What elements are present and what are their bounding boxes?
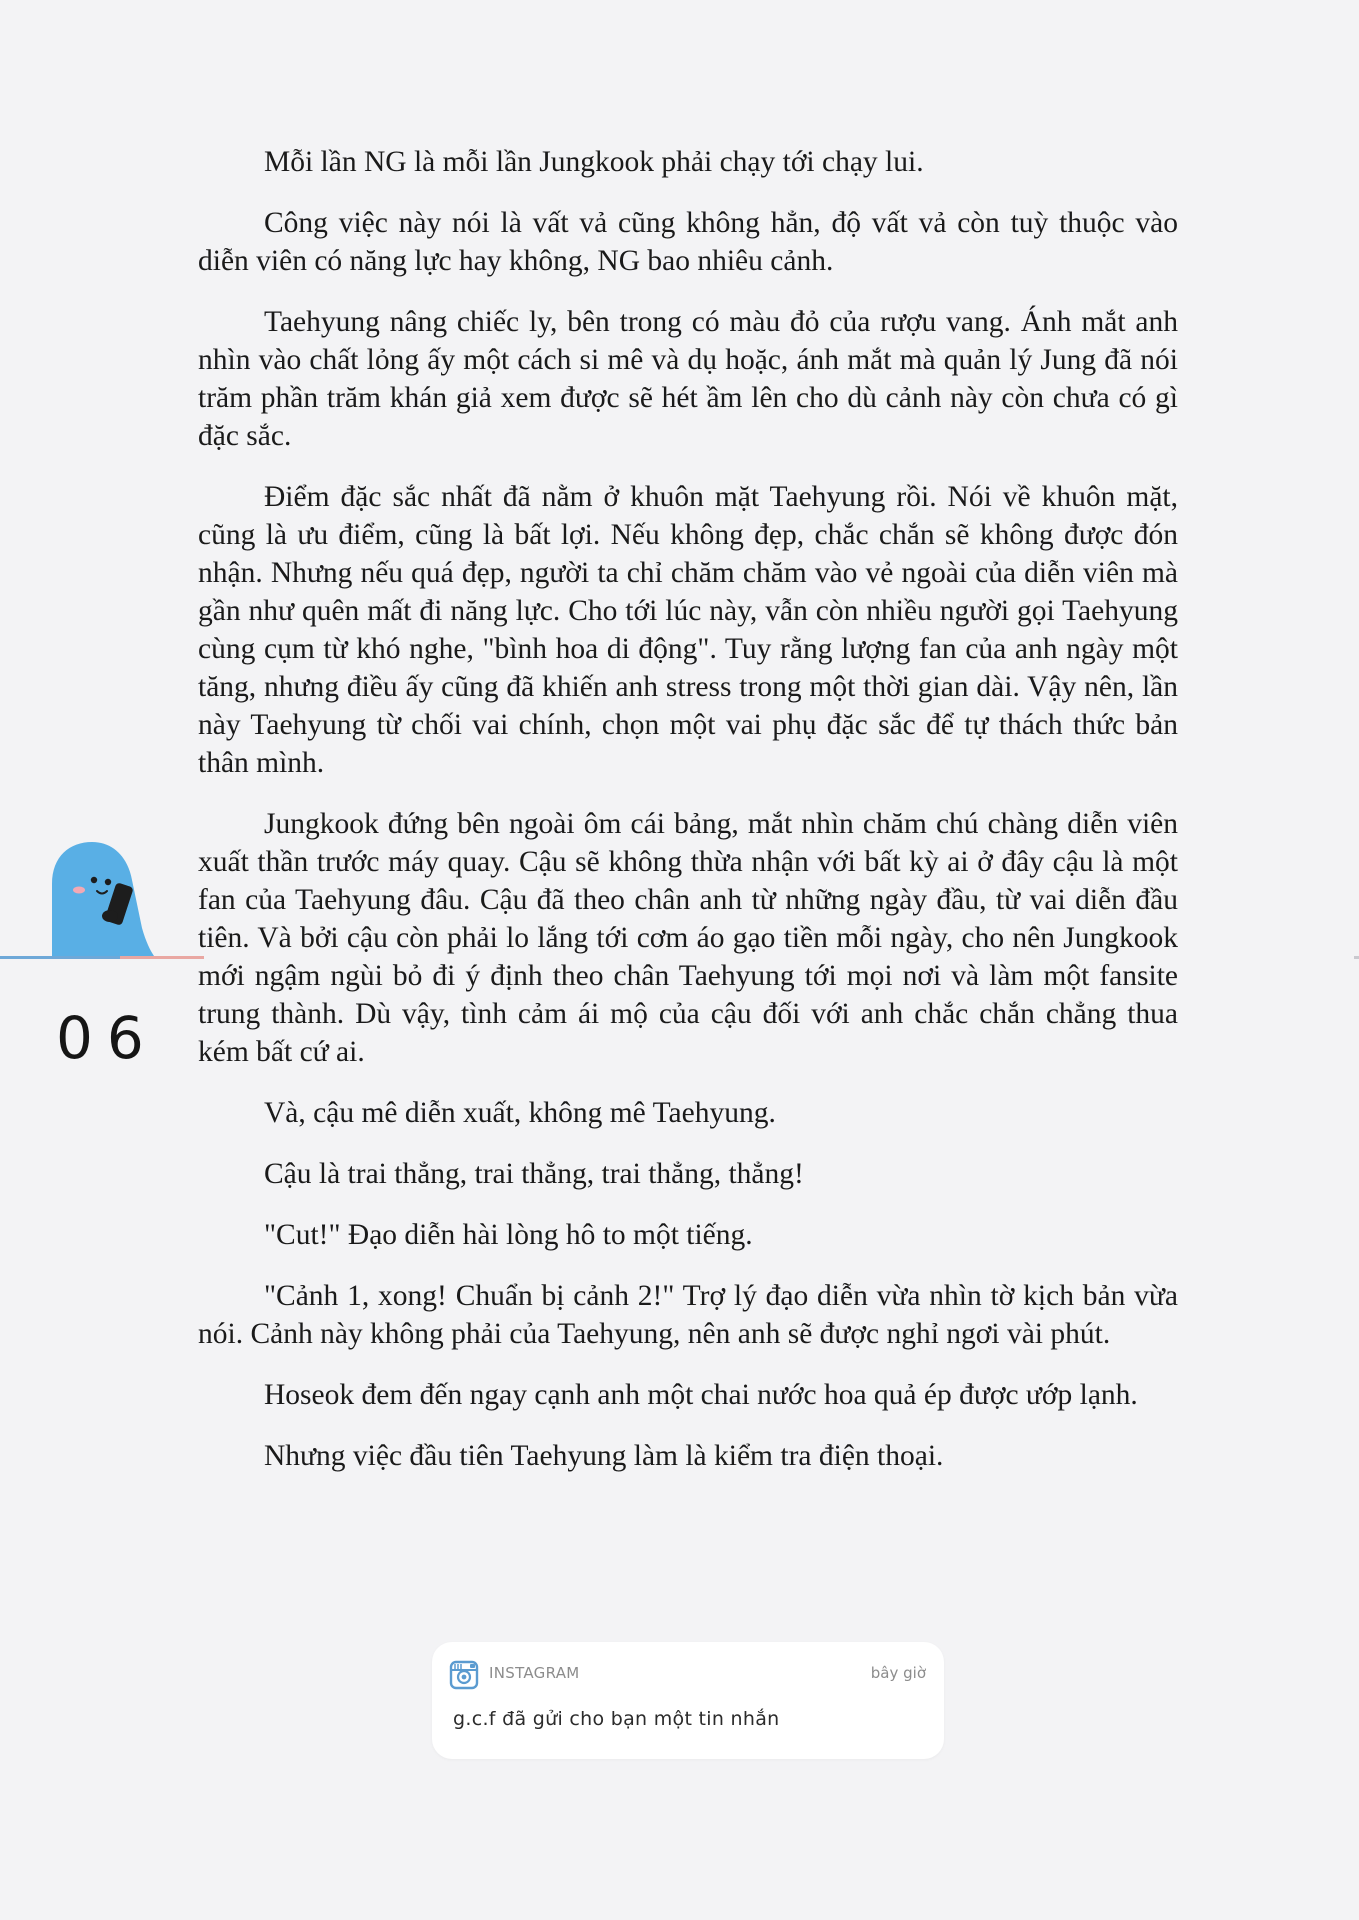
story-paragraph: Cậu là trai thẳng, trai thẳng, trai thẳng, thẳng! [264, 1158, 804, 1190]
instagram-notification[interactable] [432, 1642, 944, 1759]
story-paragraph: Công việc này nói là vất vả cũng không hẳn, độ vất vả còn tuỳ thuộc vào diễn viên có năng lực hay không, NG bao nhiêu cảnh. [198, 207, 1178, 277]
story-paragraph: Và, cậu mê diễn xuất, không mê Taehyung. [264, 1097, 776, 1129]
divider-tick [1354, 956, 1359, 959]
instagram-icon [449, 1660, 479, 1690]
blue-ghost-with-phone-icon [44, 838, 154, 960]
story-text [198, 143, 1178, 1498]
divider-pink [120, 956, 204, 959]
story-paragraph: Taehyung nâng chiếc ly, bên trong có màu đỏ của rượu vang. Ánh mắt anh nhìn vào chất lỏng ấy một cách si mê và dụ hoặc, ánh mắt mà quản lý Jung đã nói trăm phần trăm khán giả xem được sẽ hét ầm lên cho dù cảnh này còn chưa có gì đặc sắc. [198, 306, 1178, 452]
notification-time: bây giờ [870, 1664, 926, 1682]
story-paragraph: "Cut!" Đạo diễn hài lòng hô to một tiếng. [264, 1219, 753, 1251]
notification-app-name: INSTAGRAM [489, 1664, 580, 1682]
story-paragraph: Nhưng việc đầu tiên Taehyung làm là kiểm tra điện thoại. [264, 1440, 944, 1472]
divider-blue [0, 956, 120, 959]
story-paragraph: Điểm đặc sắc nhất đã nằm ở khuôn mặt Taehyung rồi. Nói về khuôn mặt, cũng là ưu điểm, cũng là bất lợi. Nếu không đẹp, chắc chắn sẽ không được đón nhận. Nhưng nếu quá đẹp, người ta chỉ chăm chăm vào vẻ ngoài của diễn viên mà gần như quên mất đi năng lực. Cho tới lúc này, vẫn còn nhiều người gọi Taehyung cùng cụm từ khó nghe, "bình hoa di động". Tuy rằng lượng fan của anh ngày một tăng, nhưng điều ấy cũng đã khiến anh stress trong một thời gian dài. Vậy nên, lần này Taehyung từ chối vai chính, chọn một vai phụ đặc sắc để tự thách thức bản thân mình. [198, 481, 1178, 779]
page-number: 06 [56, 1004, 158, 1072]
story-paragraph: Jungkook đứng bên ngoài ôm cái bảng, mắt nhìn chăm chú chàng diễn viên xuất thần trước máy quay. Cậu sẽ không thừa nhận với bất kỳ ai ở đây cậu là một fan của Taehyung đâu. Cậu đã theo chân anh từ những ngày đầu, từ vai diễn đầu tiên. Và bởi cậu còn phải lo lắng tới cơm áo gạo tiền mỗi ngày, cho nên Jungkook mới ngậm ngùi bỏ đi ý định theo chân Taehyung tới mọi nơi và làm một fansite trung thành. Dù vậy, tình cảm ái mộ của cậu đối với anh chắc chắn chẳng thua kém bất cứ ai. [198, 808, 1178, 1068]
story-paragraph: "Cảnh 1, xong! Chuẩn bị cảnh 2!" Trợ lý đạo diễn vừa nhìn tờ kịch bản vừa nói. Cảnh này không phải của Taehyung, nên anh sẽ được nghỉ ngơi vài phút. [198, 1280, 1178, 1350]
story-paragraph: Mỗi lần NG là mỗi lần Jungkook phải chạy tới chạy lui. [264, 146, 924, 178]
notification-message: g.c.f đã gửi cho bạn một tin nhắn [453, 1708, 780, 1730]
story-paragraph: Hoseok đem đến ngay cạnh anh một chai nước hoa quả ép được ướp lạnh. [264, 1379, 1138, 1411]
